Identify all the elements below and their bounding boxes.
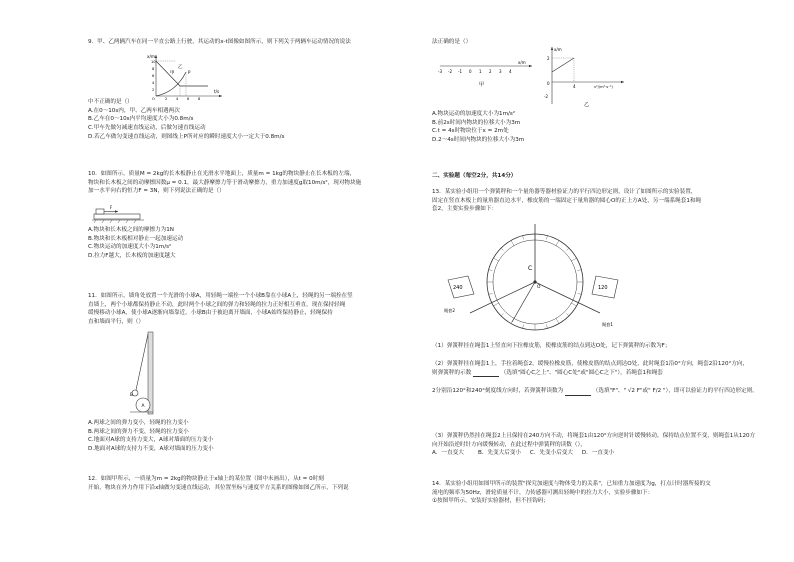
- fraction-icon: F/2: [652, 388, 662, 395]
- step1-text: （1）弹簧秤挂在绳套1上竖直向下拉橡皮筋，使橡皮筋的结点到达O处，记下弹簧秤的示数为F；: [432, 343, 671, 349]
- q12-jia-tick: 1: [479, 69, 482, 74]
- q10-stem-line1: 10．如图所示，质量M = 2kg的长木板静止在光滑水平地面上，质量m = 1kg的物块静止在长木板的左端，: [88, 171, 356, 177]
- q10-board-diagram: [92, 204, 144, 224]
- q12-yi-x-tick: 4: [573, 84, 576, 89]
- q14-line1: 14．某实验小组用如图甲所示的装置"探究加速度与物体受力的关系"，已知重力加速度为g，打点计时器所接的交: [432, 481, 711, 487]
- q10-options: [88, 226, 183, 261]
- q12-jia-x-label: x/m: [518, 60, 526, 65]
- q9-option-c: C.甲车先做匀减速直线运动，后做匀速直线运动: [88, 124, 206, 131]
- q11-option-a: A.两球之间的弹力变小，轻绳的拉力变小: [88, 420, 189, 426]
- q10-force-label: F: [110, 205, 113, 210]
- step2-line2: [432, 369, 770, 378]
- step3-options: [432, 449, 755, 458]
- question-12: [88, 475, 349, 492]
- label-sheng1: 绳套1: [602, 322, 614, 327]
- q12-jia-caption: 甲: [479, 82, 485, 88]
- q11-options: [88, 419, 214, 454]
- q11-stem-line3: 缓慢移动小球A，使小球A逐渐向墙靠近，小球B由于被迫离开墙面，小球A始终保持静止，轻绳保持: [88, 310, 333, 317]
- q12-fig-yi-graph: [540, 44, 630, 108]
- section-2: [432, 172, 516, 181]
- q9-y-tick: 2: [152, 88, 155, 92]
- q12-option-c: C.t = 4s时物块位于x = 2m处: [432, 128, 509, 135]
- q12-jia-tick: 3: [499, 69, 502, 74]
- question-10: [88, 170, 361, 196]
- q12-continued: [432, 38, 471, 47]
- q11-stem-line4: 直和墙面平行，则（）: [88, 318, 144, 325]
- q14-line2: 流电的频率为50Hz，滑轮质量不计，力传感器可测出轻绳中的拉力大小，实验步骤如下：: [432, 489, 654, 496]
- q9-label-yi: 乙: [178, 65, 183, 70]
- step2-part-d: （选填"F"、": [592, 388, 627, 395]
- label-sheng2: 绳套2: [444, 308, 456, 313]
- box-left-value: 240: [453, 285, 463, 291]
- q11-option-d: D.地面对A球的支持力不变，A球对墙面的压力变小: [88, 445, 214, 452]
- q9-y-tick: 4: [152, 81, 155, 85]
- blank-2: [565, 390, 591, 396]
- blank-1: [473, 371, 499, 377]
- q9-option-a: A.在0～10s内，甲、乙两车相遇两次: [88, 107, 180, 114]
- q12-option-b: B.前2s时间内物块的位移大小为3m: [432, 119, 521, 126]
- step2-part-c: 2分别沿120°和240°刻度线方向时，若弹簧秤读数为: [432, 388, 564, 395]
- step3-option-d: D．一直变小: [581, 450, 615, 457]
- q13-line1: 13．某实验小组用一个弹簧秤和一个量角器等器材验证力的平行四边形定则，设计了如图所示的实验装置，: [432, 189, 697, 195]
- step3-option-a: A．一直变大: [432, 450, 464, 457]
- q12-jia-tick: -2: [448, 69, 452, 74]
- q11-option-b: B.两球之间的弹力不变，轻绳的拉力变小: [88, 428, 189, 435]
- q11-label-a: A: [141, 404, 145, 409]
- q12-stem-line1: 12．如图甲所示，一质量为m = 2kg的物块静止于x轴上的某位置（图中未画出），从t = 0时刻: [88, 476, 324, 482]
- step3-line1: （3）弹簧秤仍然挂在绳套2上且保持在240方向不动，将绳套1由120°方向逆时针缓慢转动，保持结点位置不变，则绳套1从120方: [432, 433, 756, 439]
- q12-yi-y-tick: 2: [547, 56, 550, 61]
- question-13-intro: [432, 188, 701, 214]
- step2-line3: [432, 387, 770, 396]
- q14-line3: ①按图甲所示，安装好实验器材，但不挂钩码；: [432, 498, 549, 505]
- q9-body: [88, 98, 284, 141]
- q12-jia-tick: 4: [509, 69, 512, 74]
- q10-option-a: A.物块和长木板之间的摩擦力为1N: [88, 227, 174, 233]
- q12-jia-tick: 2: [489, 69, 492, 74]
- q12-yi-y-label: x/m: [554, 47, 562, 52]
- q12-yi-x-label: v²/(m²·s⁻²): [594, 85, 613, 89]
- q9-x-tick: 4: [176, 97, 179, 100]
- q13-step1: [432, 342, 671, 351]
- q12-yi-y-tick: -2: [544, 94, 548, 99]
- protractor-label-o: O: [537, 285, 541, 290]
- q9-origin: O: [152, 97, 155, 100]
- question-14: [432, 480, 711, 506]
- q12-stem-line3: 法正确的是（）: [432, 39, 472, 45]
- q12-stem-line2: 开始，物块在外力作用下沿x轴做匀变速直线运动，其位置坐标与速度平方关系的图像如图乙所示，下列说: [88, 484, 349, 491]
- q13-step2: [432, 360, 770, 396]
- q9-xt-graph: [146, 52, 226, 100]
- q13-line3: 套2，主要实验步骤如下：: [432, 206, 498, 213]
- q9-y-tick: 6: [152, 74, 155, 78]
- step2-part-e: F"或": [636, 388, 651, 395]
- step2-part-b: （选填"圆心C之上"、"圆心C处"或"圆心C之下"），若绳套1和绳套: [500, 369, 663, 376]
- protractor-label-c: C: [528, 265, 533, 272]
- step3-option-b: B．先变大后变小: [478, 450, 522, 457]
- q12-yi-y-tick: 0: [547, 81, 550, 86]
- step2-part-f: "），即可以验证力的平行四边形定则。: [662, 388, 758, 395]
- box-right-value: 120: [598, 285, 608, 291]
- q12-option-a: A.物块运动的加速度大小为1m/s²: [432, 111, 516, 117]
- q12-fig-jia-number-line: [436, 58, 536, 90]
- question-11: [88, 292, 353, 327]
- q10-stem-line3: 加一水平向右的恒力F = 3N，则下列说法正确的是（）: [88, 188, 225, 195]
- q9-option-b: B.乙车在0～10s内平均速度大小为0.8m/s: [88, 116, 194, 123]
- q12-jia-tick: -3: [438, 69, 442, 74]
- q9-y-tick: 8: [152, 67, 155, 71]
- q11-stem-line1: 11．如图所示，墙角处放置一个光滑的小球A，用轻绳一端拴一个小球B靠在小球A上，轻绳的另一端拴在竖: [88, 293, 353, 299]
- q9-stem-line1: 9．甲、乙两辆汽车在同一平直公路上行驶，其运动的x-t图像如图所示，则下列关于两辆车运动情况的说法: [88, 39, 351, 45]
- q9-y-axis-label: x/m: [147, 54, 155, 59]
- q9-label-jia: 甲: [170, 71, 175, 76]
- step3-option-c: C．先变小后变大: [529, 450, 573, 457]
- q10-stem-line2: 物块和长木板之间的动摩擦因数μ = 0.1，最大静摩擦力等于滑动摩擦力，重力加速度g取10m/s²，现对物块施: [88, 179, 362, 186]
- q12-options: [432, 110, 524, 145]
- q9-y-tick: 10: [151, 60, 156, 64]
- q9-x-tick: 8: [198, 97, 201, 100]
- step2-line1: （2）弹簧秤挂在绳套1上，手拉着绳套2，缓慢拉橡皮筋，使橡皮筋的结点到达O处，此时绳套1沿0°方向，绳套2沿120°方向，: [432, 361, 749, 367]
- q13-line2: 固定在竖直木板上的量角器直边水平，橡皮筋的一端固定于量角器的圆心O的正上方A处，另一端系绳套1和绳: [432, 197, 702, 204]
- sqrt-icon: √2: [627, 388, 635, 395]
- q9-x-tick: 2: [165, 97, 168, 100]
- q10-option-c: C.物块运动的加速度大小为1m/s²: [88, 244, 172, 251]
- q9-x-tick: 6: [187, 97, 190, 100]
- q9-stem-line2: 中不正确的是（）: [88, 99, 133, 105]
- q12-option-d: D.2～4s时间内物块的位移大小为3m: [432, 136, 525, 143]
- step2-part-a: 则弹簧秤的示数: [432, 369, 472, 376]
- step3-line2: 向开始沿逆时针方向缓慢转动，在此过程中弹簧秤的读数（），: [432, 441, 586, 448]
- q12-yi-caption: 乙: [584, 102, 590, 108]
- q9-x-axis-label: t/s: [214, 89, 220, 94]
- protractor-figure: [440, 218, 630, 332]
- question-9: [88, 38, 351, 47]
- q10-option-d: D.拉力F越大，长木板的加速度越大: [88, 252, 176, 259]
- q11-stem-line2: 直墙上，两个小球都保持静止不动，此时两个小球之间的弹力和轻绳的拉力正好相互垂直，现在保持轻绳: [88, 301, 346, 308]
- q12-jia-tick: -1: [458, 69, 462, 74]
- q13-step3: [432, 432, 755, 458]
- q11-label-b: B: [130, 393, 134, 398]
- q9-label-p: P: [188, 70, 191, 75]
- q11-option-c: C.地面对A球的支持力变大，A球对墙面的压力变小: [88, 437, 214, 444]
- q12-jia-tick: 0: [469, 69, 472, 74]
- q11-wall-diagram: [130, 330, 160, 416]
- q10-option-b: B.物块和长木板相对静止一起加速运动: [88, 235, 184, 242]
- section-2-title: 二、实验题（每空2分，共14分）: [432, 173, 517, 179]
- q9-option-d: D.若乙车做匀变速直线运动，则图线上P所对应的瞬时速度大小一定大于0.8m/s: [88, 133, 285, 140]
